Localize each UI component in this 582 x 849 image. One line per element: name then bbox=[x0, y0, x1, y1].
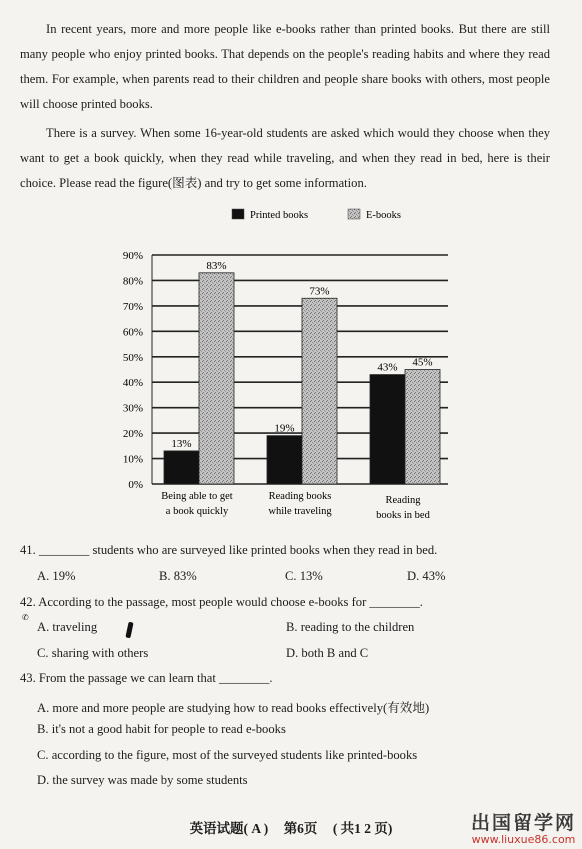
question-number: 41. bbox=[20, 543, 36, 557]
bar-printed bbox=[164, 451, 199, 484]
y-axis-ticks bbox=[123, 250, 143, 491]
data-label: 45% bbox=[412, 356, 433, 369]
legend-swatch-printed bbox=[232, 209, 244, 219]
footer-subject: 英语试题( A ) bbox=[189, 821, 269, 836]
question-number: 43. bbox=[20, 671, 36, 685]
x-axis-categories bbox=[161, 491, 430, 521]
data-label: 73% bbox=[309, 285, 330, 298]
category-label: Being able to get bbox=[161, 491, 233, 502]
question-text: According to the passage, most people would choose e-books for ________. bbox=[38, 595, 423, 609]
option-42-b[interactable]: B. reading to the children bbox=[286, 620, 415, 634]
data-label: 43% bbox=[377, 361, 398, 374]
legend-label: E-books bbox=[366, 210, 401, 221]
footer-page: 第6页 bbox=[283, 821, 318, 836]
y-tick-label: 20% bbox=[122, 428, 143, 441]
footer-total: ( 共1 2 页) bbox=[332, 821, 393, 836]
option-41-d[interactable]: D. 43% bbox=[407, 569, 446, 583]
option-42-c[interactable]: C. sharing with others bbox=[37, 646, 149, 660]
legend-label: Printed books bbox=[250, 210, 309, 221]
y-tick-label: 0% bbox=[128, 479, 143, 491]
stray-mark: ✆ bbox=[22, 613, 29, 622]
category-label: while traveling bbox=[268, 506, 332, 517]
question-41 bbox=[20, 543, 437, 558]
watermark-title: 出国留学网 bbox=[470, 812, 576, 834]
category-label: Reading bbox=[385, 495, 421, 506]
bar-printed bbox=[370, 375, 405, 484]
y-tick-label: 10% bbox=[122, 453, 143, 466]
option-43-a[interactable]: A. more and more people are studying how to read books effectively(有效地) bbox=[37, 701, 430, 715]
passage-paragraph-2: There is a survey. When some 16-year-old students are asked which would they choose when they want to get a book quickly, when they read while traveling, and when they read in bed, here is their choice. Please read the figure(图表) and try to get some information. bbox=[20, 126, 550, 190]
bar-ebooks bbox=[199, 273, 234, 484]
bar-printed bbox=[267, 436, 302, 484]
option-42-a[interactable]: A. traveling bbox=[37, 620, 98, 634]
option-41-a[interactable]: A. 19% bbox=[37, 569, 76, 583]
y-tick-label: 50% bbox=[122, 351, 143, 364]
question-number: 42. bbox=[20, 595, 36, 609]
data-label: 83% bbox=[206, 259, 227, 272]
question-42 bbox=[20, 595, 423, 610]
watermark-logo bbox=[471, 808, 576, 846]
question-text: students who are surveyed like printed books when they read in bed. bbox=[92, 543, 438, 557]
question-43 bbox=[20, 671, 273, 686]
option-43-b[interactable]: B. it's not a good habit for people to read e-books bbox=[37, 722, 286, 736]
bar-ebooks bbox=[302, 298, 337, 484]
data-label: 13% bbox=[171, 437, 192, 450]
question-blank[interactable]: ________ bbox=[38, 543, 90, 557]
question-text: From the passage we can learn that ________. bbox=[38, 671, 273, 685]
watermark-url: www.liuxue86.com bbox=[471, 833, 576, 846]
bar-chart bbox=[110, 205, 470, 525]
option-43-c[interactable]: C. according to the figure, most of the surveyed students like printed-books bbox=[37, 748, 418, 762]
y-tick-label: 60% bbox=[122, 326, 143, 339]
y-tick-label: 70% bbox=[122, 300, 143, 313]
y-tick-label: 40% bbox=[122, 377, 143, 390]
option-42-d[interactable]: D. both B and C bbox=[286, 646, 369, 660]
option-43-d[interactable]: D. the survey was made by some students bbox=[37, 773, 248, 787]
pen-mark bbox=[125, 622, 133, 639]
category-label: books in bed bbox=[376, 510, 430, 521]
category-label: Reading books bbox=[268, 491, 332, 502]
y-tick-label: 90% bbox=[122, 250, 143, 262]
legend-swatch-ebooks bbox=[348, 209, 360, 219]
category-label: a book quickly bbox=[165, 506, 229, 517]
y-tick-label: 30% bbox=[122, 402, 143, 415]
y-tick-label: 80% bbox=[122, 275, 143, 288]
data-label: 19% bbox=[274, 422, 295, 435]
option-41-c[interactable]: C. 13% bbox=[285, 569, 323, 583]
option-41-b[interactable]: B. 83% bbox=[159, 569, 197, 583]
bar-ebooks bbox=[405, 370, 440, 485]
chart-bars bbox=[164, 260, 440, 484]
chart-legend bbox=[232, 209, 401, 221]
passage-paragraph-1: In recent years, more and more people like e-books rather than printed books. But there are still many people who enjoy printed books. That depends on the people's reading habits and where they read them. For example, when parents read to their children and people share books with others, most people will choose printed books. bbox=[20, 22, 550, 111]
